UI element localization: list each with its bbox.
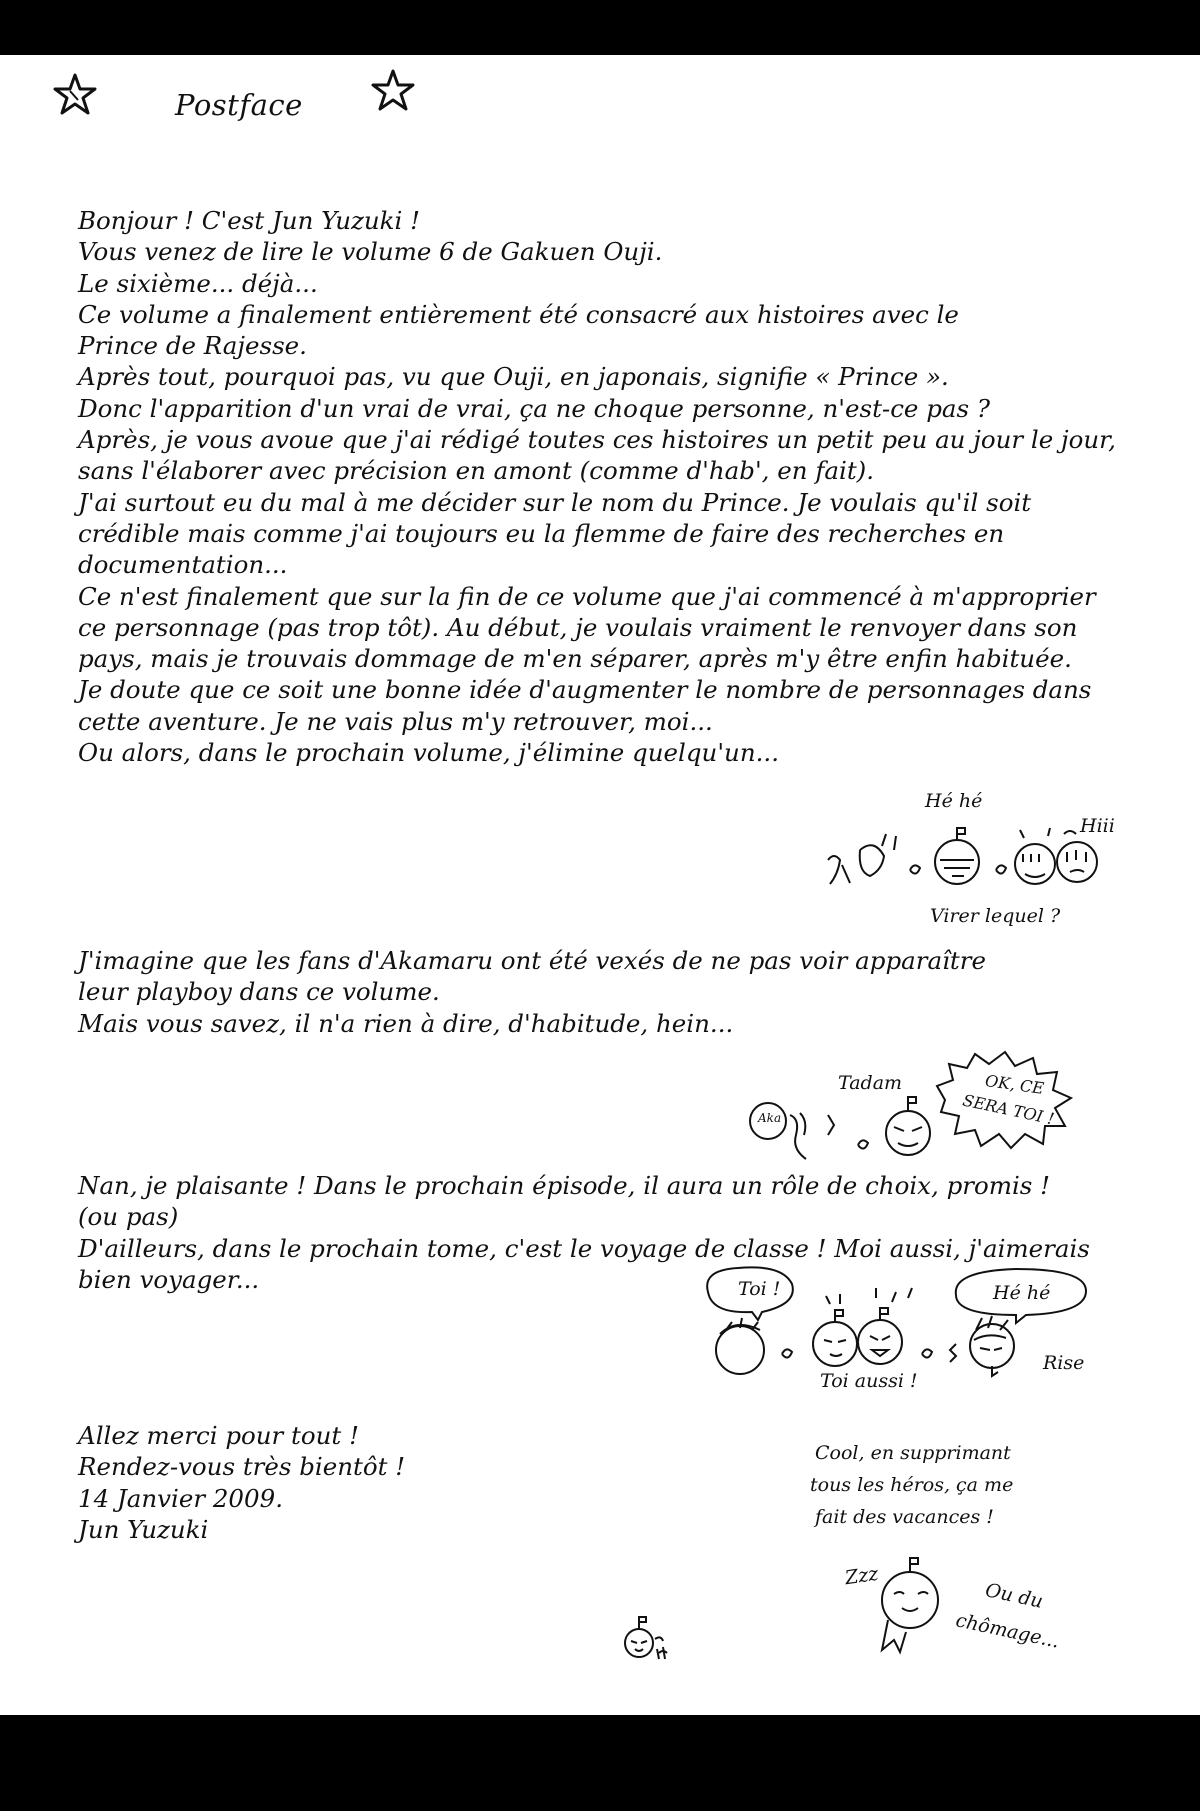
- text-line: Ce n'est finalement que sur la fin de ce volume que j'ai commencé à m'approprier: [78, 581, 1096, 611]
- text-line: Ce volume a finalement entièrement été consacré aux histoires avec le: [78, 299, 959, 329]
- paragraph-intro: [78, 205, 1148, 768]
- caption-virer-lequel: Virer lequel ?: [930, 905, 1061, 927]
- text-line: ce personnage (pas trop tôt). Au début, je voulais vraiment le renvoyer dans son: [78, 612, 1078, 642]
- text-line: Après tout, pourquoi pas, vu que Ouji, en japonais, signifie « Prince ».: [78, 362, 949, 392]
- text-line: Bonjour ! C'est Jun Yuzuki !: [78, 206, 420, 235]
- caption-toi-aussi: Toi aussi !: [820, 1370, 918, 1392]
- text-line: Ou alors, dans le prochain volume, j'élimine quelqu'un...: [78, 738, 779, 768]
- text-line: Jun Yuzuki: [78, 1514, 209, 1544]
- caption-toi: Toi !: [738, 1278, 781, 1300]
- caption-hiii: Hiii: [1080, 815, 1115, 837]
- caption-ou-du: Ou du: [983, 1579, 1045, 1613]
- text-line: Prince de Rajesse.: [78, 331, 307, 361]
- text-line: crédible mais comme j'ai toujours eu la flemme de faire des recherches en: [78, 518, 1005, 548]
- text-line: Nan, je plaisante ! Dans le prochain épisode, il aura un rôle de choix, promis !: [78, 1171, 1050, 1200]
- caption-ok-ce: OK, CE: [983, 1070, 1046, 1099]
- caption-cool-2: tous les héros, ça me: [810, 1474, 1014, 1496]
- caption-zzz: Zzz: [843, 1562, 880, 1590]
- paragraph-akamaru: [78, 945, 1148, 1039]
- star-icon: [52, 72, 98, 118]
- text-line: Je doute que ce soit une bonne idée d'augmenter le nombre de personnages dans: [78, 675, 1092, 705]
- bottom-black-border: [0, 1715, 1200, 1811]
- caption-aka: Aka: [758, 1111, 782, 1125]
- top-black-border: [0, 0, 1200, 55]
- text-line: (ou pas): [78, 1202, 179, 1232]
- text-line: bien voyager...: [78, 1264, 260, 1294]
- text-line: Après, je vous avoue que j'ai rédigé toutes ces histoires un petit peu au jour le jour,: [78, 425, 1116, 455]
- caption-cool-1: Cool, en supprimant: [815, 1442, 1011, 1464]
- page-title: Postface: [175, 88, 303, 122]
- text-line: J'ai surtout eu du mal à me décider sur le nom du Prince. Je voulais qu'il soit: [78, 487, 1032, 517]
- text-line: documentation...: [78, 550, 288, 580]
- caption-he-he-2: Hé hé: [993, 1282, 1051, 1304]
- caption-he-he: Hé hé: [925, 790, 983, 812]
- chibi-group-doodle: [820, 820, 1120, 900]
- signature-chibi-doodle: [615, 1605, 675, 1665]
- text-line: Donc l'apparition d'un vrai de vrai, ça ne choque personne, n'est-ce pas ?: [78, 393, 991, 423]
- text-line: cette aventure. Je ne vais plus m'y retrouver, moi...: [78, 706, 713, 736]
- star-icon: [370, 68, 416, 114]
- sleeping-chibi-doodle: [860, 1550, 970, 1660]
- caption-sera-toi: SERA TOI !: [961, 1090, 1056, 1129]
- text-line: Le sixième... déjà...: [78, 268, 318, 298]
- text-line: Allez merci pour tout !: [78, 1421, 359, 1450]
- text-line: leur playboy dans ce volume.: [78, 977, 440, 1007]
- caption-tadam: Tadam: [838, 1072, 903, 1094]
- text-line: Rendez-vous très bientôt !: [78, 1452, 406, 1482]
- aka-chibi-doodle: [748, 1085, 948, 1165]
- text-line: sans l'élaborer avec précision en amont (comme d'hab', en fait).: [78, 456, 875, 486]
- text-line: Vous venez de lire le volume 6 de Gakuen Ouji.: [78, 237, 663, 267]
- caption-cool-3: fait des vacances !: [815, 1506, 994, 1528]
- text-line: Mais vous savez, il n'a rien à dire, d'habitude, hein...: [78, 1008, 734, 1038]
- caption-rise: Rise: [1043, 1352, 1085, 1374]
- text-line: D'ailleurs, dans le prochain tome, c'est le voyage de classe ! Moi aussi, j'aimerais: [78, 1233, 1090, 1263]
- caption-chomage: chômage...: [953, 1609, 1062, 1653]
- text-line: 14 Janvier 2009.: [78, 1483, 283, 1513]
- text-line: pays, mais je trouvais dommage de m'en séparer, après m'y être enfin habituée.: [78, 644, 1072, 674]
- text-line: J'imagine que les fans d'Akamaru ont été vexés de ne pas voir apparaître: [78, 946, 986, 975]
